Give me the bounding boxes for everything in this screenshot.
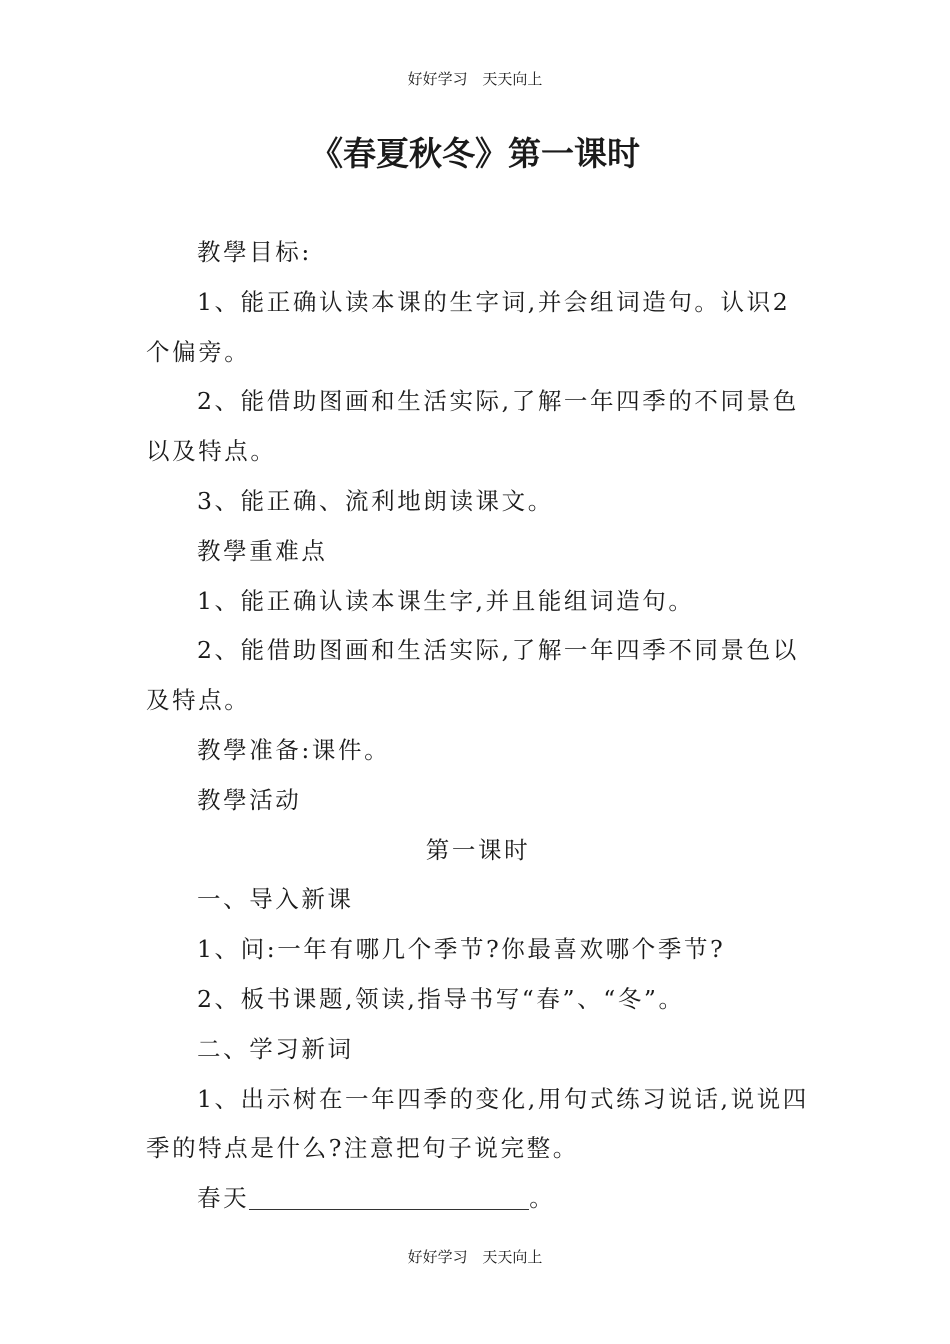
fill-in-line [146,1174,810,1224]
footer-right-text: 天天向上 [482,1248,543,1266]
document-body [146,228,810,1224]
fill-in-blank [249,1179,529,1210]
fill-in-suffix: 。 [529,1184,556,1213]
section-heading-activities: 教學活动 [197,785,302,814]
step-heading-intro: 一、导入新课 [197,885,354,914]
new-words-item-1: 1、出示树在一年四季的变化,用句式练习说话,说说四季的特点是什么?注意把句子说完整。 [146,1084,809,1163]
footer-left-text: 好好学习 [407,1248,468,1266]
section-heading-key-points: 教學重难点 [197,536,328,565]
lesson-subtitle: 第一课时 [425,835,531,864]
intro-item-2: 2、板书课题,领读,指导书写“春”、“冬”。 [197,984,685,1013]
fill-in-prefix: 春天 [197,1184,250,1213]
key-point-item-1: 1、能正确认读本课生字,并且能组词造句。 [197,586,695,615]
header-left-text: 好好学习 [407,70,468,88]
objective-item-2: 2、能借助图画和生活实际,了解一年四季的不同景色以及特点。 [146,387,799,466]
preparation-line: 教學准备:课件。 [197,735,391,764]
document-title: 《春夏秋冬》第一课时 [310,134,640,173]
step-heading-new-words: 二、学习新词 [197,1034,354,1063]
intro-item-1: 1、问:一年有哪几个季节?你最喜欢哪个季节? [197,935,726,964]
objective-item-1: 1、能正确认读本课的生字词,并会组词造句。认识2个偏旁。 [146,287,791,366]
section-heading-objectives: 教學目标: [197,238,312,266]
page-header [0,68,950,89]
key-point-item-2: 2、能借助图画和生活实际,了解一年四季不同景色以及特点。 [146,636,799,715]
header-right-text: 天天向上 [482,70,543,88]
objective-item-3: 3、能正确、流利地朗读课文。 [197,486,554,515]
page-footer [0,1246,950,1267]
